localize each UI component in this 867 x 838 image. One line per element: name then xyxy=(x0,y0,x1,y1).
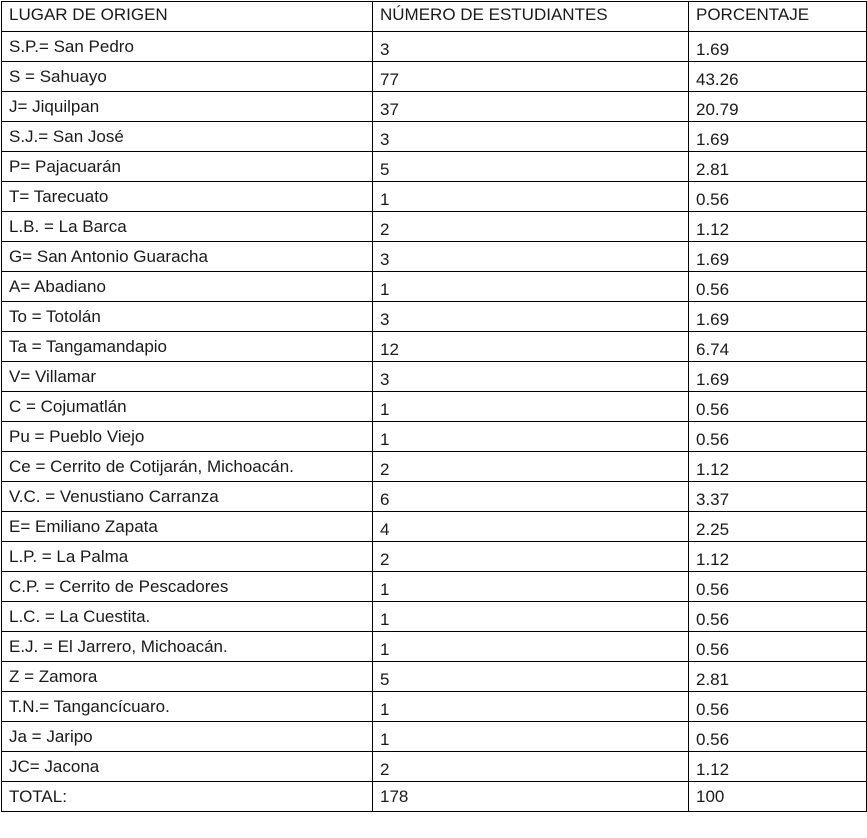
origin-cell: C.P. = Cerrito de Pescadores xyxy=(2,572,373,602)
table-row xyxy=(2,32,867,62)
origin-cell: J= Jiquilpan xyxy=(2,92,373,122)
percentage-cell: 6.74 xyxy=(689,332,867,362)
origin-cell: G= San Antonio Guaracha xyxy=(2,242,373,272)
origin-cell: Ja = Jaripo xyxy=(2,722,373,752)
percentage-cell: 0.56 xyxy=(689,572,867,602)
origin-cell: S = Sahuayo xyxy=(2,62,373,92)
total-percentage: 100 xyxy=(689,782,867,812)
percentage-cell: 2.81 xyxy=(689,152,867,182)
student-count-cell: 2 xyxy=(373,452,689,482)
origin-cell: Ta = Tangamandapio xyxy=(2,332,373,362)
origin-cell: V= Villamar xyxy=(2,362,373,392)
table-row xyxy=(2,662,867,692)
percentage-cell: 1.12 xyxy=(689,452,867,482)
origin-cell: V.C. = Venustiano Carranza xyxy=(2,482,373,512)
table-row xyxy=(2,272,867,302)
table-row xyxy=(2,212,867,242)
table-row xyxy=(2,152,867,182)
origin-cell: L.B. = La Barca xyxy=(2,212,373,242)
student-count-cell: 3 xyxy=(373,362,689,392)
origin-cell: E.J. = El Jarrero, Michoacán. xyxy=(2,632,373,662)
table-row xyxy=(2,692,867,722)
student-count-cell: 3 xyxy=(373,32,689,62)
student-count-cell: 4 xyxy=(373,512,689,542)
student-count-cell: 1 xyxy=(373,632,689,662)
percentage-cell: 1.12 xyxy=(689,542,867,572)
student-count-cell: 3 xyxy=(373,242,689,272)
header-origin: LUGAR DE ORIGEN xyxy=(2,2,373,32)
student-count-cell: 77 xyxy=(373,62,689,92)
origin-cell: To = Totolán xyxy=(2,302,373,332)
origin-cell: T= Tarecuato xyxy=(2,182,373,212)
student-count-cell: 5 xyxy=(373,152,689,182)
student-count-cell: 5 xyxy=(373,662,689,692)
percentage-cell: 1.69 xyxy=(689,32,867,62)
student-count-cell: 2 xyxy=(373,752,689,782)
total-students: 178 xyxy=(373,782,689,812)
percentage-cell: 20.79 xyxy=(689,92,867,122)
percentage-cell: 3.37 xyxy=(689,482,867,512)
origin-cell: A= Abadiano xyxy=(2,272,373,302)
origin-cell: S.J.= San José xyxy=(2,122,373,152)
student-count-cell: 1 xyxy=(373,692,689,722)
table-row xyxy=(2,482,867,512)
origin-cell: E= Emiliano Zapata xyxy=(2,512,373,542)
student-count-cell: 3 xyxy=(373,122,689,152)
origin-cell: Ce = Cerrito de Cotijarán, Michoacán. xyxy=(2,452,373,482)
student-count-cell: 1 xyxy=(373,422,689,452)
origin-cell: JC= Jacona xyxy=(2,752,373,782)
percentage-cell: 43.26 xyxy=(689,62,867,92)
student-count-cell: 37 xyxy=(373,92,689,122)
origin-cell: L.C. = La Cuestita. xyxy=(2,602,373,632)
table-row xyxy=(2,122,867,152)
percentage-cell: 1.69 xyxy=(689,122,867,152)
origin-cell: P= Pajacuarán xyxy=(2,152,373,182)
total-label: TOTAL: xyxy=(2,782,373,812)
table-row xyxy=(2,752,867,782)
header-student-count: NÚMERO DE ESTUDIANTES xyxy=(373,2,689,32)
origin-cell: T.N.= Tangancícuaro. xyxy=(2,692,373,722)
percentage-cell: 1.69 xyxy=(689,242,867,272)
percentage-cell: 0.56 xyxy=(689,422,867,452)
table-header-row xyxy=(2,2,867,32)
origin-cell: S.P.= San Pedro xyxy=(2,32,373,62)
table-row xyxy=(2,632,867,662)
student-count-cell: 2 xyxy=(373,212,689,242)
table-row xyxy=(2,392,867,422)
percentage-cell: 1.12 xyxy=(689,212,867,242)
percentage-cell: 1.12 xyxy=(689,752,867,782)
table-row xyxy=(2,512,867,542)
table-row xyxy=(2,62,867,92)
table-row xyxy=(2,332,867,362)
student-count-cell: 1 xyxy=(373,392,689,422)
student-count-cell: 1 xyxy=(373,572,689,602)
student-count-cell: 3 xyxy=(373,302,689,332)
percentage-cell: 2.25 xyxy=(689,512,867,542)
percentage-cell: 0.56 xyxy=(689,392,867,422)
table-row xyxy=(2,572,867,602)
percentage-cell: 0.56 xyxy=(689,602,867,632)
student-count-cell: 12 xyxy=(373,332,689,362)
table-row xyxy=(2,422,867,452)
percentage-cell: 1.69 xyxy=(689,362,867,392)
percentage-cell: 0.56 xyxy=(689,632,867,662)
origin-cell: L.P. = La Palma xyxy=(2,542,373,572)
percentage-cell: 2.81 xyxy=(689,662,867,692)
student-count-cell: 1 xyxy=(373,602,689,632)
student-count-cell: 1 xyxy=(373,182,689,212)
table-row xyxy=(2,362,867,392)
table-row xyxy=(2,302,867,332)
percentage-cell: 0.56 xyxy=(689,272,867,302)
origin-cell: C = Cojumatlán xyxy=(2,392,373,422)
student-origin-table xyxy=(1,1,867,812)
table-row xyxy=(2,92,867,122)
student-count-cell: 1 xyxy=(373,272,689,302)
table-row xyxy=(2,542,867,572)
student-count-cell: 6 xyxy=(373,482,689,512)
percentage-cell: 1.69 xyxy=(689,302,867,332)
percentage-cell: 0.56 xyxy=(689,182,867,212)
table-row xyxy=(2,182,867,212)
table-row xyxy=(2,452,867,482)
table-body xyxy=(2,32,867,782)
percentage-cell: 0.56 xyxy=(689,722,867,752)
origin-cell: Z = Zamora xyxy=(2,662,373,692)
percentage-cell: 0.56 xyxy=(689,692,867,722)
table-row xyxy=(2,722,867,752)
table-row xyxy=(2,242,867,272)
table-row xyxy=(2,602,867,632)
student-count-cell: 2 xyxy=(373,542,689,572)
student-count-cell: 1 xyxy=(373,722,689,752)
origin-cell: Pu = Pueblo Viejo xyxy=(2,422,373,452)
table-total-row xyxy=(2,782,867,812)
header-percentage: PORCENTAJE xyxy=(689,2,867,32)
